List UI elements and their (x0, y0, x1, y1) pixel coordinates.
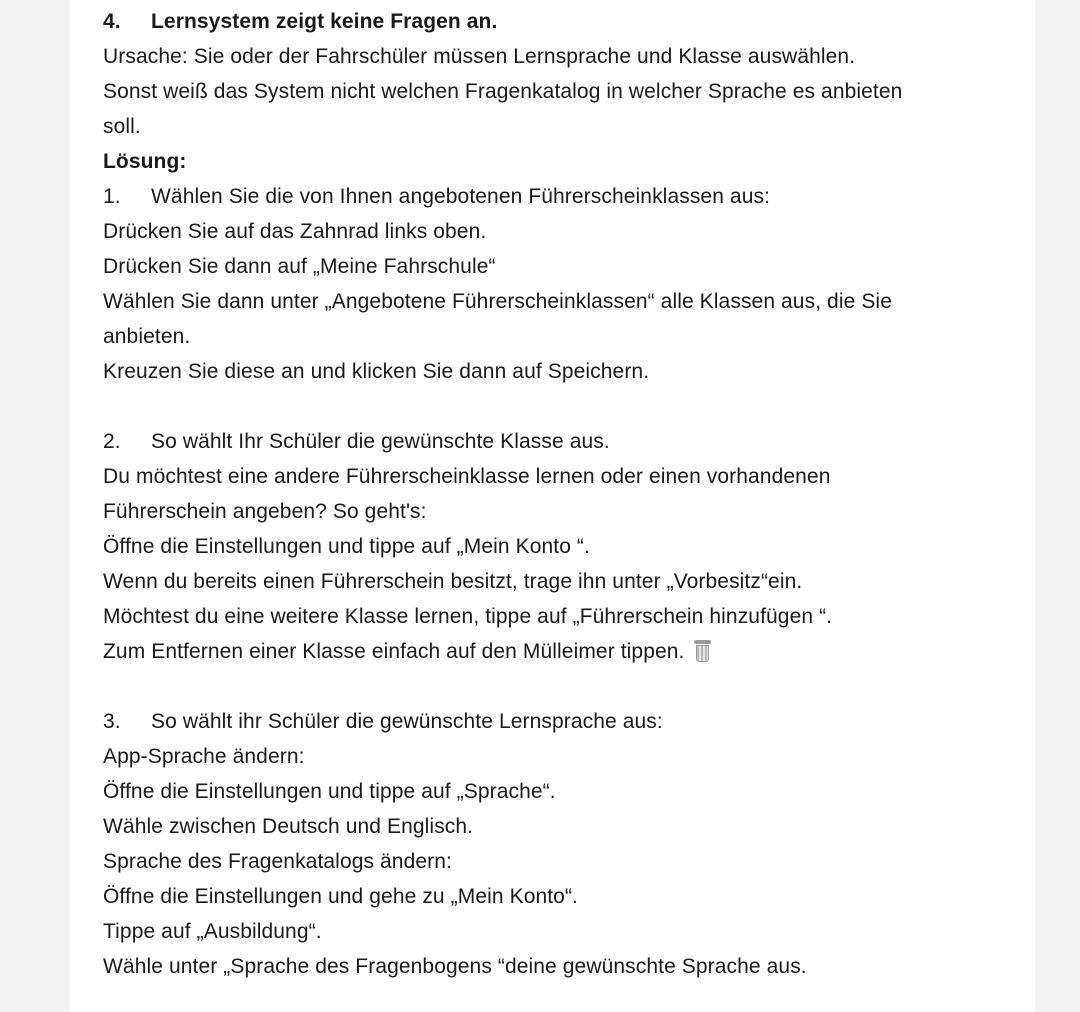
step-line: Tippe auf „Ausbildung“. (103, 920, 322, 943)
step-number: 3. (103, 710, 121, 733)
step-line-with-icon (103, 634, 1023, 669)
step-heading (103, 704, 1023, 739)
section-number: 4. (103, 10, 121, 33)
step-line: Öffne die Einstellungen und tippe auf „Mein Konto “. (103, 535, 590, 558)
cause-line: Sonst weiß das System nicht welchen Fragenkatalog in welcher Sprache es anbieten (103, 80, 903, 103)
step-number: 2. (103, 430, 121, 453)
cause-line: soll. (103, 115, 141, 138)
step-line: Drücken Sie auf das Zahnrad links oben. (103, 220, 487, 243)
paragraph-spacer (103, 669, 1023, 704)
step-line: Öffne die Einstellungen und tippe auf „Sprache“. (103, 780, 556, 803)
step-heading (103, 424, 1023, 459)
wastebasket-icon (694, 640, 711, 662)
paragraph-spacer (103, 389, 1023, 424)
step-title: So wählt Ihr Schüler die gewünschte Klasse aus. (151, 430, 610, 453)
step-line: Wählen Sie dann unter „Angebotene Führerscheinklassen“ alle Klassen aus, die Sie (103, 290, 892, 313)
step-line: Zum Entfernen einer Klasse einfach auf den Mülleimer tippen. (103, 640, 685, 663)
step-line: App-Sprache ändern: (103, 745, 305, 768)
step-heading (103, 179, 1023, 214)
section-heading (103, 4, 1023, 39)
step-title: So wählt ihr Schüler die gewünschte Lernsprache aus: (151, 710, 663, 733)
step-line: Wähle unter „Sprache des Fragenbogens “deine gewünschte Sprache aus. (103, 955, 807, 978)
step-line: Drücken Sie dann auf „Meine Fahrschule“ (103, 255, 496, 278)
step-line: Wenn du bereits einen Führerschein besitzt, trage ihn unter „Vorbesitz“ein. (103, 570, 803, 593)
step-line: Öffne die Einstellungen und gehe zu „Mein Konto“. (103, 885, 578, 908)
solution-label: Lösung: (103, 150, 187, 173)
step-number: 1. (103, 185, 121, 208)
step-line: Wähle zwischen Deutsch und Englisch. (103, 815, 474, 838)
step-line: Sprache des Fragenkatalogs ändern: (103, 850, 452, 873)
step-line: Kreuzen Sie diese an und klicken Sie dann auf Speichern. (103, 360, 650, 383)
document-body (103, 4, 1023, 984)
step-line: Möchtest du eine weitere Klasse lernen, tippe auf „Führerschein hinzufügen “. (103, 605, 833, 628)
step-line: Führerschein angeben? So geht's: (103, 500, 427, 523)
step-line: Du möchtest eine andere Führerscheinklasse lernen oder einen vorhandenen (103, 465, 831, 488)
step-line: anbieten. (103, 325, 191, 348)
step-title: Wählen Sie die von Ihnen angebotenen Führerscheinklassen aus: (151, 185, 771, 208)
cause-line: Ursache: Sie oder der Fahrschüler müssen Lernsprache und Klasse auswählen. (103, 45, 856, 68)
section-title: Lernsystem zeigt keine Fragen an. (151, 10, 498, 33)
